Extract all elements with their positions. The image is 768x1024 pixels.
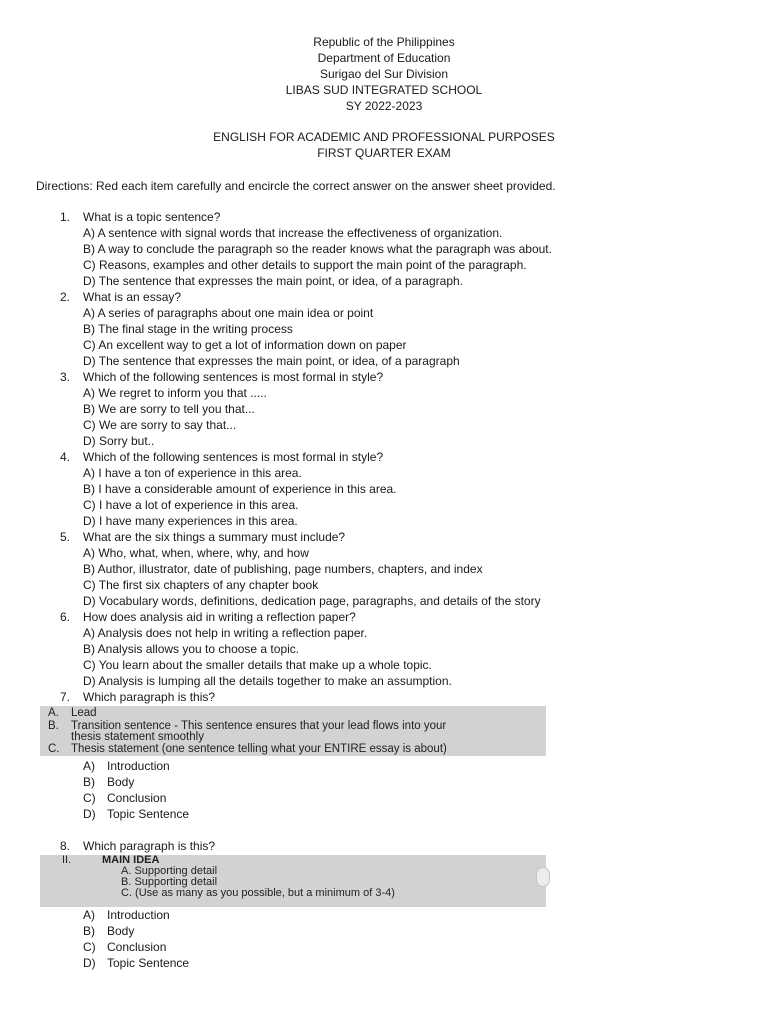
question-4 <box>0 449 768 529</box>
answer-option: C) Reasons, examples and other details to support the main point of the paragraph. <box>83 258 527 272</box>
question-text: What is a topic sentence? <box>83 210 221 224</box>
answer-option: A) Introduction <box>83 759 170 773</box>
question-number: 8. <box>59 839 70 853</box>
answer-option: D) Sorry but.. <box>83 434 155 448</box>
outline-detail: C. (Use as many as you possible, but a minimum of 3-4) <box>121 887 395 899</box>
header-department: Department of Education <box>317 51 451 65</box>
answer-option: D) Topic Sentence <box>83 807 190 821</box>
answer-option: C) The first six chapters of any chapter book <box>83 578 319 592</box>
outline-detail: B. Supporting detail <box>121 876 218 888</box>
outline-letter: C. <box>48 743 60 755</box>
question-number: 5. <box>59 530 70 544</box>
document-header <box>0 34 768 114</box>
outline-letter: A. <box>48 707 59 719</box>
answer-option: C) You learn about the smaller details that make up a whole topic. <box>83 658 432 672</box>
answer-option: A) I have a ton of experience in this area. <box>83 466 302 480</box>
answer-option: D) The sentence that expresses the main point, or idea, of a paragraph. <box>83 274 464 288</box>
question-number: 1. <box>59 210 70 224</box>
answer-option: D) Vocabulary words, definitions, dedication page, paragraphs, and details of the story <box>83 594 541 608</box>
question-6 <box>0 609 768 689</box>
answer-option: B) Author, illustrator, date of publishing, page numbers, chapters, and index <box>83 562 483 576</box>
outline-text: Lead <box>71 707 97 719</box>
answer-option: C) An excellent way to get a lot of information down on paper <box>83 338 407 352</box>
answer-option: D) I have many experiences in this area. <box>83 514 298 528</box>
answer-option: A) Who, what, when, where, why, and how <box>83 546 309 560</box>
question-text: How does analysis aid in writing a reflection paper? <box>83 610 356 624</box>
answer-option: B) We are sorry to tell you that... <box>83 402 255 416</box>
outline-text: thesis statement smoothly <box>71 731 204 743</box>
outline-detail: A. Supporting detail <box>121 865 218 877</box>
header-division: Surigao del Sur Division <box>319 67 449 81</box>
question-text: Which paragraph is this? <box>83 690 216 704</box>
question-5 <box>0 529 768 609</box>
answer-option: C) Conclusion <box>83 940 167 954</box>
question-3 <box>0 369 768 449</box>
question-number: 2. <box>59 290 70 304</box>
question-number: 3. <box>59 370 70 384</box>
outline-text: Thesis statement (one sentence telling what your ENTIRE essay is about) <box>71 743 447 755</box>
scroll-knob-icon <box>536 867 550 887</box>
answer-option: D) Topic Sentence <box>83 956 190 970</box>
outline-text: Transition sentence - This sentence ensures that your lead flows into your <box>71 720 447 732</box>
answer-option: A) Analysis does not help in writing a reflection paper. <box>83 626 368 640</box>
outline-roman: II. <box>62 854 72 866</box>
question-1 <box>0 209 768 289</box>
answer-option: D) Analysis is lumping all the details together to make an assumption. <box>83 674 452 688</box>
exam-title-block <box>0 129 768 161</box>
directions: Directions: Red each item carefully and encircle the correct answer on the answer sheet provided. <box>36 179 556 193</box>
answer-option: A) A sentence with signal words that increase the effectiveness of organization. <box>83 226 503 240</box>
question-text: Which paragraph is this? <box>83 839 216 853</box>
question-text: Which of the following sentences is most formal in style? <box>83 450 384 464</box>
question-8 <box>0 838 768 971</box>
question-2 <box>0 289 768 369</box>
exam-title: FIRST QUARTER EXAM <box>317 146 451 160</box>
answer-option: A) Introduction <box>83 908 170 922</box>
header-school: LIBAS SUD INTEGRATED SCHOOL <box>285 83 483 97</box>
answer-option: B) I have a considerable amount of experience in this area. <box>83 482 397 496</box>
answer-option: B) Body <box>83 924 135 938</box>
answer-option: B) A way to conclude the paragraph so the reader knows what the paragraph was about. <box>83 242 552 256</box>
answer-option: B) The final stage in the writing process <box>83 322 293 336</box>
question-number: 4. <box>59 450 70 464</box>
header-country: Republic of the Philippines <box>313 35 455 49</box>
answer-option: D) The sentence that expresses the main point, or idea, of a paragraph <box>83 354 460 368</box>
outline-letter: B. <box>48 720 59 732</box>
question-list <box>0 209 768 971</box>
answer-option: B) Body <box>83 775 135 789</box>
outline-main-idea: MAIN IDEA <box>102 854 160 866</box>
question-text: Which of the following sentences is most formal in style? <box>83 370 384 384</box>
essay-outline-image-intro <box>40 706 546 756</box>
answer-option: C) I have a lot of experience in this area. <box>83 498 299 512</box>
answer-option: A) We regret to inform you that ..... <box>83 386 267 400</box>
blank-line <box>0 822 768 838</box>
question-text: What is an essay? <box>83 290 182 304</box>
answer-option: A) A series of paragraphs about one main idea or point <box>83 306 374 320</box>
answer-option: B) Analysis allows you to choose a topic. <box>83 642 300 656</box>
answer-option: C) We are sorry to say that... <box>83 418 237 432</box>
essay-outline-image-body <box>40 855 546 907</box>
answer-option: C) Conclusion <box>83 791 167 805</box>
question-number: 7. <box>59 690 70 704</box>
question-7 <box>0 689 768 822</box>
question-text: What are the six things a summary must include? <box>83 530 346 544</box>
question-number: 6. <box>59 610 70 624</box>
exam-subject: ENGLISH FOR ACADEMIC AND PROFESSIONAL PURPOSES <box>213 130 555 144</box>
header-school-year: SY 2022-2023 <box>345 99 423 113</box>
